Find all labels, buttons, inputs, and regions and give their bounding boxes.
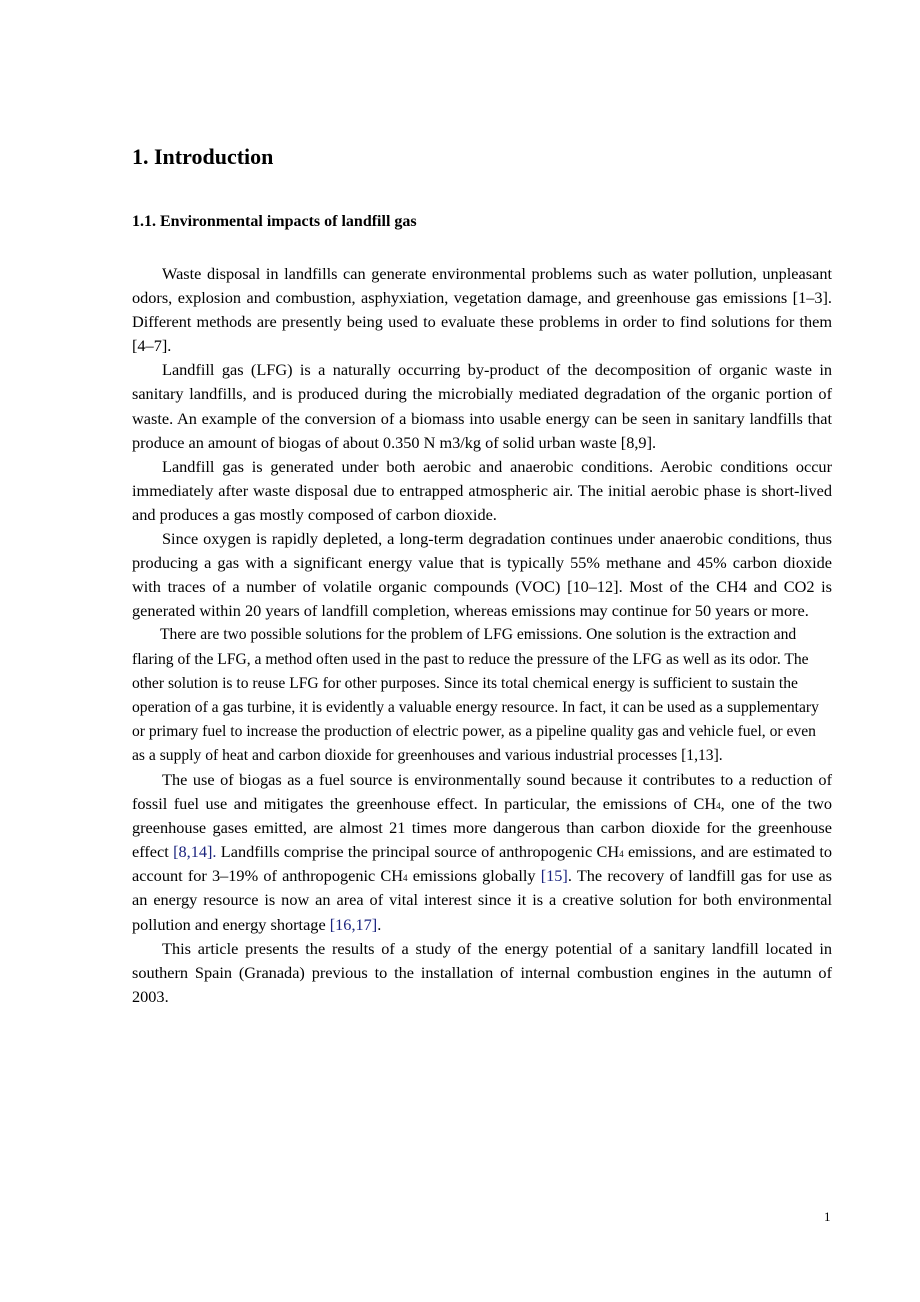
paragraph-4: Since oxygen is rapidly depleted, a long-term degradation continues under anaerobic conditions, thus producing a gas with a significant energy value that is typically 55% methane and 45% carbon dioxide with traces of a number of volatile organic compounds (VOC) [10–12]. Most of the CH4 and CO2 is generated within 20 years of landfill completion, whereas emissions may continue for 50 years or more. (132, 529, 832, 621)
subscript: 4 (403, 873, 408, 884)
paragraph-6-text: , one of the two greenhouse gases emitted, are almost 21 times more dangerous than carbon dioxide for the greenhouse effect (132, 794, 833, 862)
page-title: 1. Introduction (132, 144, 274, 169)
paragraph-6-text: The use of biogas as a fuel source is environmentally sound because it contributes to a reduction of fossil fuel use and mitigates the greenhouse effect. In particular, the emissions of CH (132, 769, 832, 814)
section-heading: 1.1. Environmental impacts of landfill gas (132, 213, 417, 230)
paragraph-6 (132, 768, 832, 937)
paragraph-7: This article presents the results of a study of the energy potential of a sanitary landfill located in southern Spain (Granada) previous to the installation of internal combustion engines in the autumn of 2003. (132, 938, 832, 1006)
citation-link[interactable]: [15] (540, 866, 568, 886)
page-number: 1 (824, 1209, 831, 1224)
paragraph-1: Waste disposal in landfills can generate environmental problems such as water pollution, unpleasant odors, explosion and combustion, asphyxiation, vegetation damage, and greenhouse gas emissions [1–3]. Different methods are presently being used to evaluate these problems in order to find solutions for them [4–7]. (132, 264, 832, 356)
paragraph-2: Landfill gas (LFG) is a naturally occurring by-product of the decomposition of organic waste in sanitary landfills, and is produced during the microbially mediated degradation of the organic portion of waste. An example of the conversion of a biomass into usable energy can be seen in sanitary landfills that produce an amount of biogas of about 0.350 N m3/kg of solid urban waste [8,9]. (132, 360, 832, 452)
subscript: 4 (619, 849, 624, 860)
paragraph-6-text: emissions, and are estimated to account for 3–19% of anthropogenic CH (132, 842, 832, 886)
paragraph-6-text: Landfills comprise the principal source of anthropogenic CH (216, 842, 620, 862)
paragraph-6-text: . (377, 914, 382, 934)
paragraph-6-text: . The recovery of landfill gas for use as an energy resource is now an area of vital interest since it is a creative solution for both environmental pollution and energy shortage (132, 866, 833, 934)
paragraph-3: Landfill gas is generated under both aerobic and anaerobic conditions. Aerobic conditions occur immediately after waste disposal due to entrapped atmospheric air. The initial aerobic phase is short-lived and produces a gas mostly composed of carbon dioxide. (132, 456, 832, 524)
paragraph-6-text: emissions globally (407, 866, 541, 886)
subscript: 4 (716, 801, 721, 812)
citation-link[interactable]: [8,14]. (173, 842, 217, 862)
citation-link[interactable]: [16,17] (329, 914, 378, 934)
paragraph-5: There are two possible solutions for the problem of LFG emissions. One solution is the extraction and flaring of the LFG, a method often used in the past to reduce the pressure of the LFG as well as its odor. The other solution is to reuse LFG for other purposes. Since its total chemical energy is sufficient to sustain the operation of a gas turbine, it is evidently a valuable energy resource. In fact, it can be used as a supplementary or primary fuel to increase the production of electric power, as a pipeline quality gas and vehicle fuel, or even as a supply of heat and carbon dioxide for greenhouses and various industrial processes [1,13]. (132, 626, 819, 764)
body-text (132, 262, 832, 1009)
